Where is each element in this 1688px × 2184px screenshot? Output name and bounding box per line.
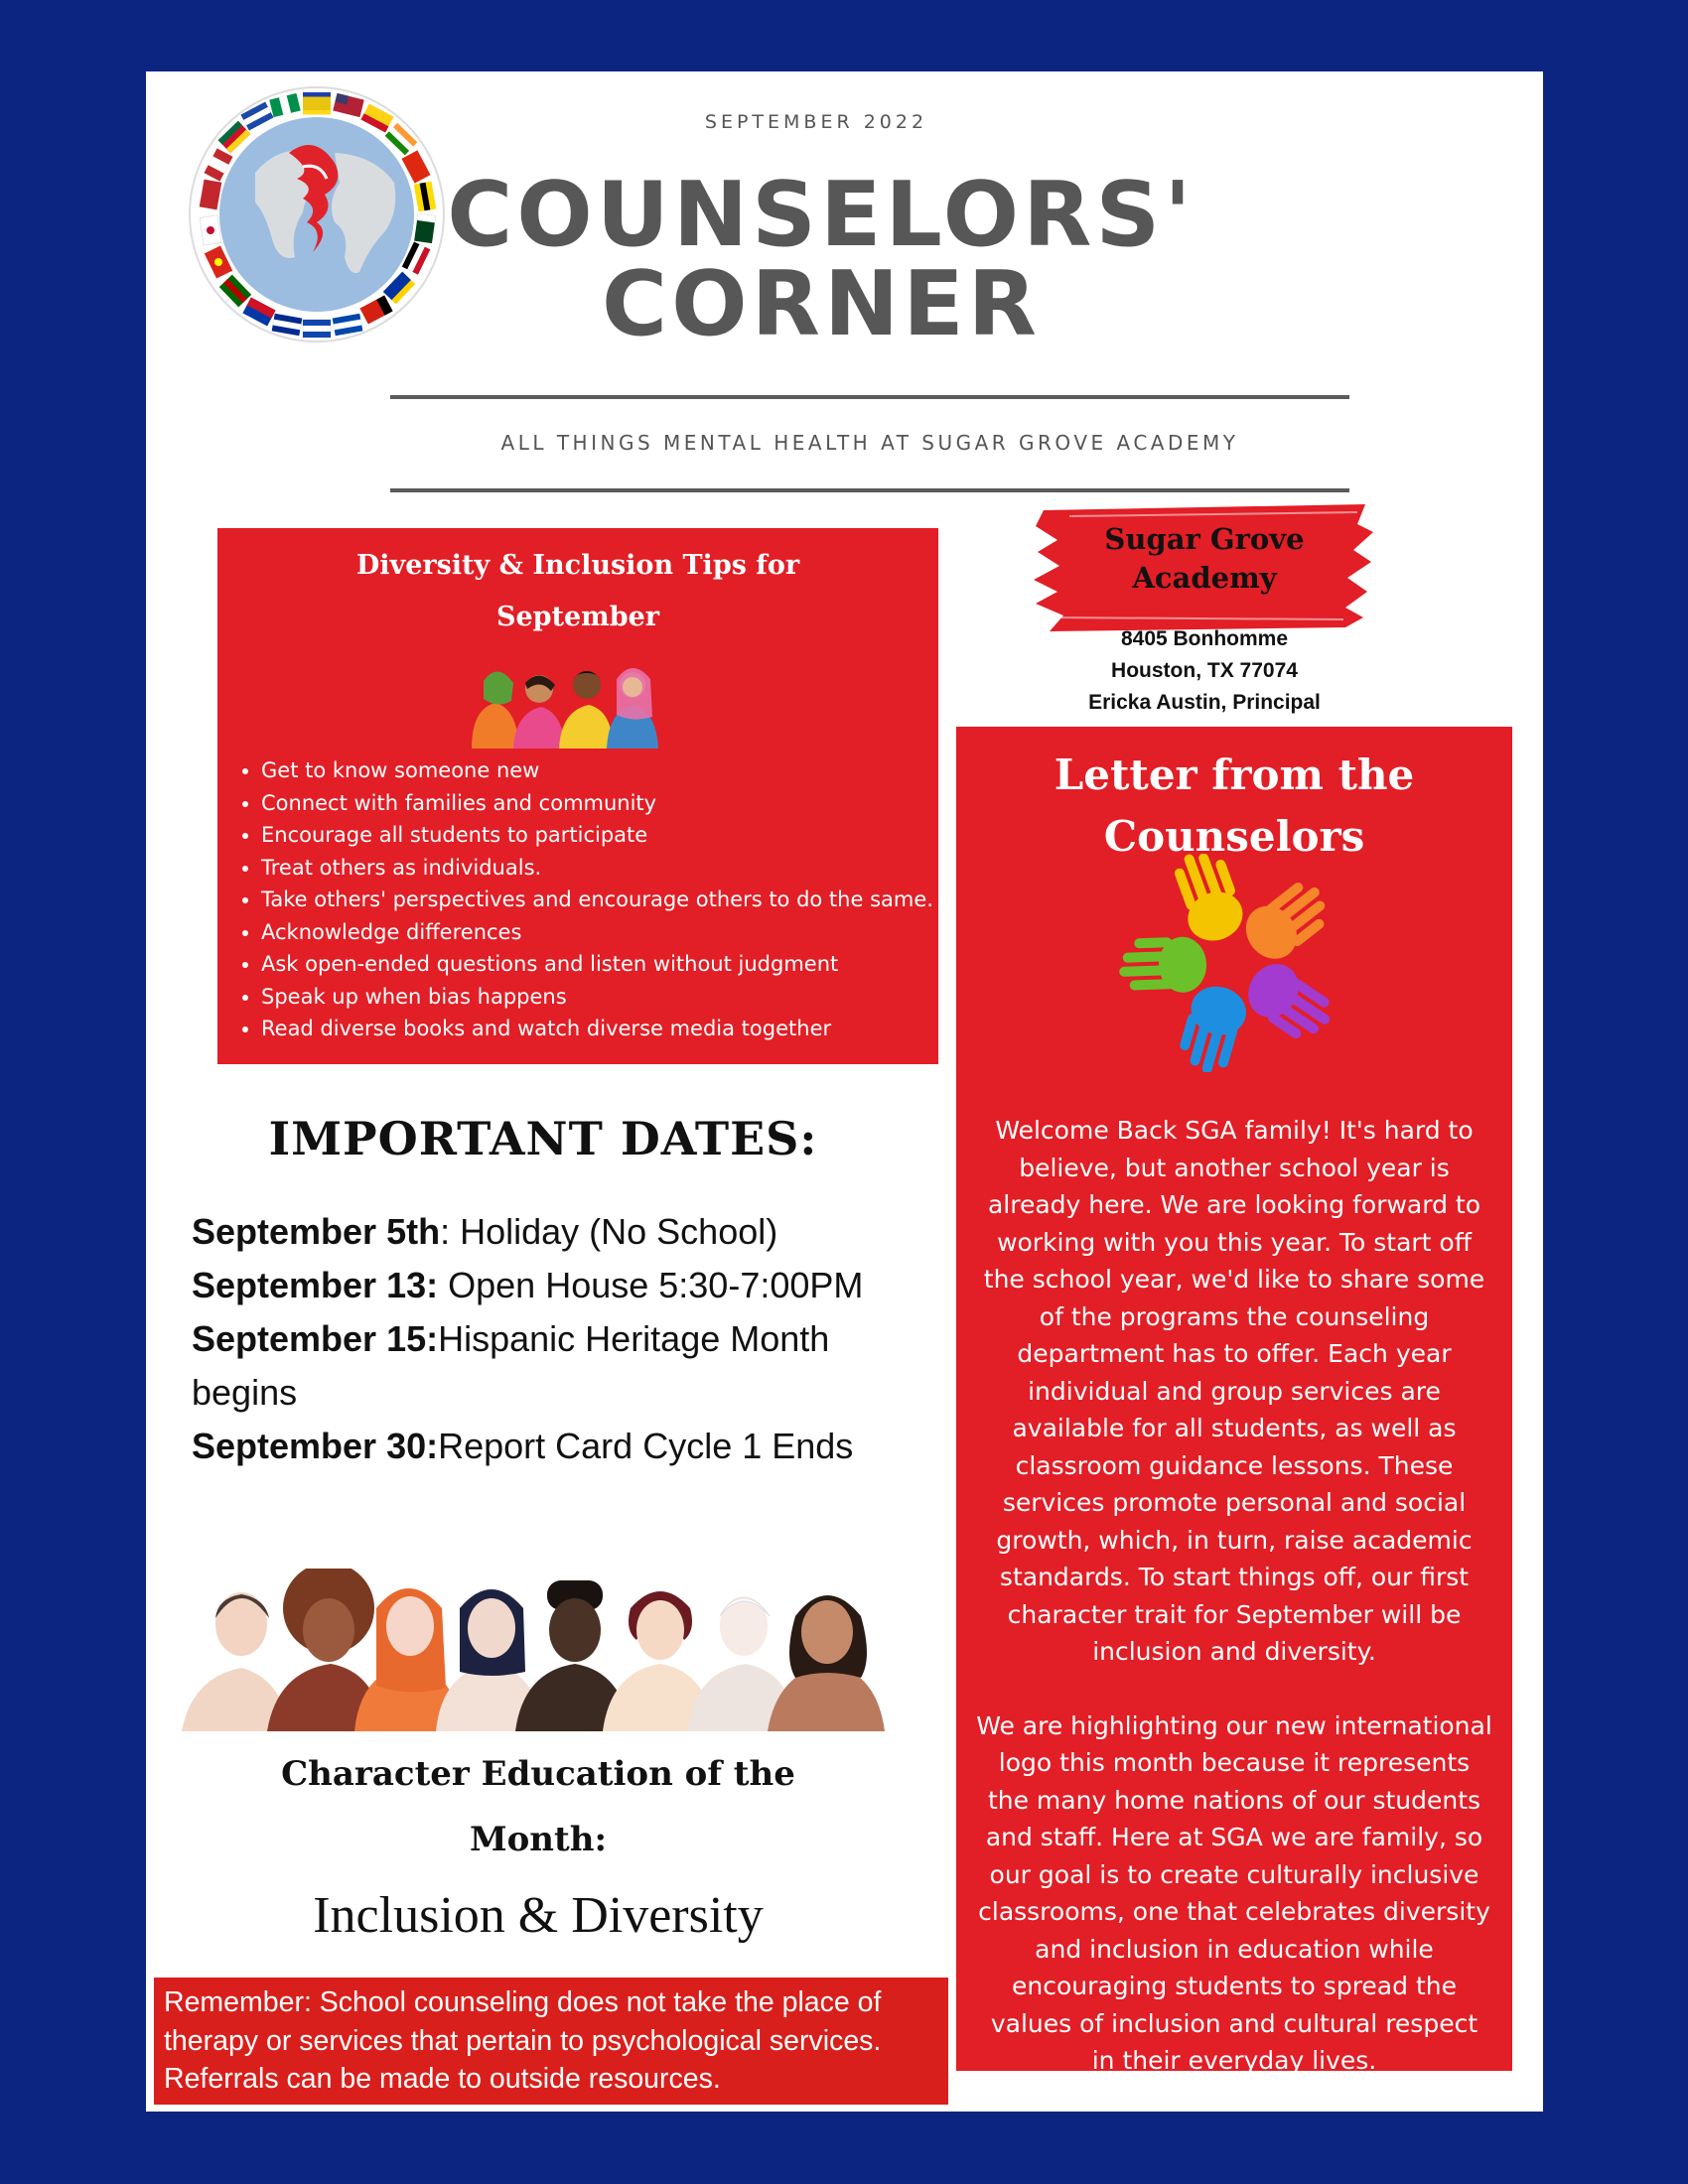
header-rule-bottom <box>390 488 1349 492</box>
important-dates-heading: IMPORTANT DATES: <box>268 1112 818 1165</box>
tips-list <box>231 754 956 1045</box>
diversity-tips-box <box>217 528 938 1064</box>
list-item: • Take others' perspectives and encourage others to do the same. <box>261 884 956 916</box>
title-line-2: CORNER <box>602 252 1041 356</box>
colorful-handprints-icon <box>1113 854 1351 1072</box>
list-item: • Get to know someone new <box>261 754 956 787</box>
letter-paragraph: We are highlighting our new international logo this month because it represents the many home nations of our students and staff. Here at SGA we are family, so our goal is to create culturally inclusive classrooms, one that celebrates diversity and inclusion in education while encouraging students to spread the values of inclusion and cultural respect in their everyday lives. <box>976 1710 1492 2075</box>
title-line-1: COUNSELORS' <box>447 163 1196 267</box>
newsletter-subtitle: ALL THINGS MENTAL HEALTH AT SUGAR GROVE ACADEMY <box>500 431 1239 455</box>
list-item: • Speak up when bias happens <box>261 981 956 1014</box>
diverse-faces-illustration <box>182 1569 914 1731</box>
date-entry: September 15:Hispanic Heritage Month begins <box>192 1318 830 1413</box>
school-globe-logo <box>186 83 449 346</box>
school-name: Sugar Grove Academy <box>1104 522 1305 595</box>
character-education-heading: Character Education of the Month: <box>281 1754 795 1859</box>
letter-body <box>976 1112 1492 2080</box>
tips-heading: Diversity & Inclusion Tips for September <box>355 550 800 632</box>
letter-paragraph: Welcome Back SGA family! It's hard to believe, but another school year is already here. We are looking forward to working with you this year. To start off the school year, we'd like to share some of the programs the counseling department has to offer. Each year individual and group services are available for all students, as well as classroom guidance lessons. These services promote personal and social growth, which, in turn, raise academic standards. To start things off, our first character trait for September will be inclusion and diversity. <box>983 1116 1485 1666</box>
list-item: • Acknowledge differences <box>261 916 956 949</box>
date-entry: September 5th: Holiday (No School) <box>192 1211 778 1252</box>
character-trait: Inclusion & Diversity <box>313 1887 764 1944</box>
date-entry: September 13: Open House 5:30-7:00PM <box>192 1265 864 1305</box>
date-entry: September 30:Report Card Cycle 1 Ends <box>192 1426 854 1466</box>
counselors-letter-box <box>956 727 1512 2075</box>
list-item: • Read diverse books and watch diverse media together <box>261 1013 956 1045</box>
issue-date: SEPTEMBER 2022 <box>704 111 928 133</box>
list-item: • Treat others as individuals. <box>261 852 956 885</box>
newsletter-title <box>444 163 1198 356</box>
list-item: • Encourage all students to participate <box>261 819 956 852</box>
header-rule-top <box>390 395 1349 399</box>
school-address: 8405 Bonhomme Houston, TX 77074 Ericka Austin, Principal <box>1088 627 1321 714</box>
important-dates-list <box>192 1205 926 1473</box>
letter-heading: Letter from the Counselors <box>1054 751 1415 861</box>
remember-note: Remember: School counseling does not take the place of therapy or services that pertain to psychological services. Referrals can be made to outside resources. <box>154 1978 948 2105</box>
friends-group-illustration <box>462 639 664 749</box>
newsletter-page <box>146 71 1543 2112</box>
list-item: • Ask open-ended questions and listen without judgment <box>261 948 956 981</box>
list-item: • Connect with families and community <box>261 787 956 820</box>
